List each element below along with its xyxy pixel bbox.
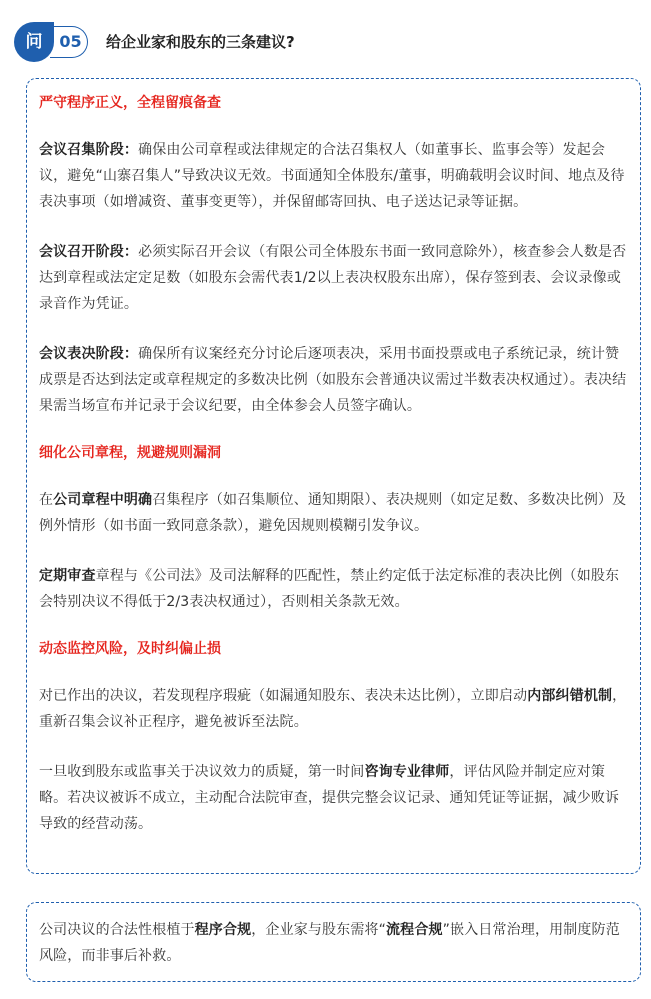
question-header [14, 22, 634, 62]
advice-card [26, 78, 641, 874]
paragraph-holding [39, 239, 628, 317]
summary-text: ”嵌入日常治理，用制度防范风险，而非事后补救。 [39, 922, 620, 964]
paragraph-lead: 会议表决阶段： [39, 346, 139, 362]
section-title-articles: 细化公司章程，规避规则漏洞 [39, 445, 221, 461]
paragraph-text: 在 [39, 492, 54, 508]
section-title-risk: 动态监控风险，及时纠偏止损 [39, 641, 221, 657]
emphasis-text: 内部纠错机制 [527, 688, 613, 704]
emphasis-text: 咨询专业律师 [364, 764, 450, 780]
section-title-procedure: 严守程序正义，全程留痕备查 [39, 95, 221, 111]
summary-card [26, 902, 641, 982]
paragraph-text: ，评估风险并制定应对策略。若决议被诉不成立，主动配合法院审查，提供完整会议记录、通知凭证等证据，减少败诉导致的经营动荡。 [39, 764, 620, 832]
paragraph-voting [39, 341, 628, 419]
question-number: 05 [50, 26, 88, 58]
paragraph-text: 确保所有议案经充分讨论后逐项表决，采用书面投票或电子系统记录，统计赞成票是否达到法定或章程规定的多数决比例（如股东会普通决议需过半数表决权通过）。表决结果需当场宣布并记录于会议纪要，由全体参会人员签字确认。 [39, 346, 627, 414]
paragraph-articles-clarify [39, 487, 628, 539]
paragraph-text: ，重新召集会议补正程序，避免被诉至法院。 [39, 688, 627, 730]
emphasis-text: 流程合规 [386, 922, 443, 938]
paragraph-text: 一旦收到股东或监事关于决议效力的质疑，第一时间 [39, 764, 365, 780]
summary-text: ，企业家与股东需将“ [251, 922, 387, 938]
emphasis-text: 程序合规 [194, 922, 252, 938]
paragraph-lead: 会议召集阶段： [39, 142, 139, 158]
summary-paragraph [39, 917, 628, 969]
summary-text: 公司决议的合法性根植于 [39, 922, 195, 938]
paragraph-articles-review [39, 563, 628, 615]
paragraph-text: 必须实际召开会议（有限公司全体股东书面一致同意除外），核查参会人数是否达到章程或法定定足数（如股东会需代表1/2以上表决权股东出席），保存签到表、会议录像或录音作为凭证。 [39, 244, 627, 312]
paragraph-text: 召集程序（如召集顺位、通知期限）、表决规则（如定足数、多数决比例）及例外情形（如书面一致同意条款），避免因规则模糊引发争议。 [39, 492, 627, 534]
paragraph-convening [39, 137, 628, 215]
question-badge [14, 22, 95, 62]
paragraph-correction [39, 683, 628, 735]
paragraph-lead: 会议召开阶段： [39, 244, 139, 260]
paragraph-lawyer [39, 759, 628, 837]
paragraph-text: 章程与《公司法》及司法解释的匹配性，禁止约定低于法定标准的表决比例（如股东会特别决议不得低于2/3表决权通过），否则相关条款无效。 [39, 568, 620, 610]
question-title: 给企业家和股东的三条建议? [106, 33, 295, 51]
paragraph-text: 对已作出的决议，若发现程序瑕疵（如漏通知股东、表决未达比例），立即启动 [39, 688, 528, 704]
question-badge-label: 问 [14, 22, 54, 62]
emphasis-text: 公司章程中明确 [53, 492, 153, 508]
paragraph-text: 确保由公司章程或法律规定的合法召集权人（如董事长、监事会等）发起会议，避免“山寨召集人”导致决议无效。书面通知全体股东/董事，明确载明会议时间、地点及待表决事项（如增减资、董事变更等），并保留邮寄回执、电子送达记录等证据。 [39, 142, 625, 210]
emphasis-text: 定期审查 [39, 568, 96, 584]
